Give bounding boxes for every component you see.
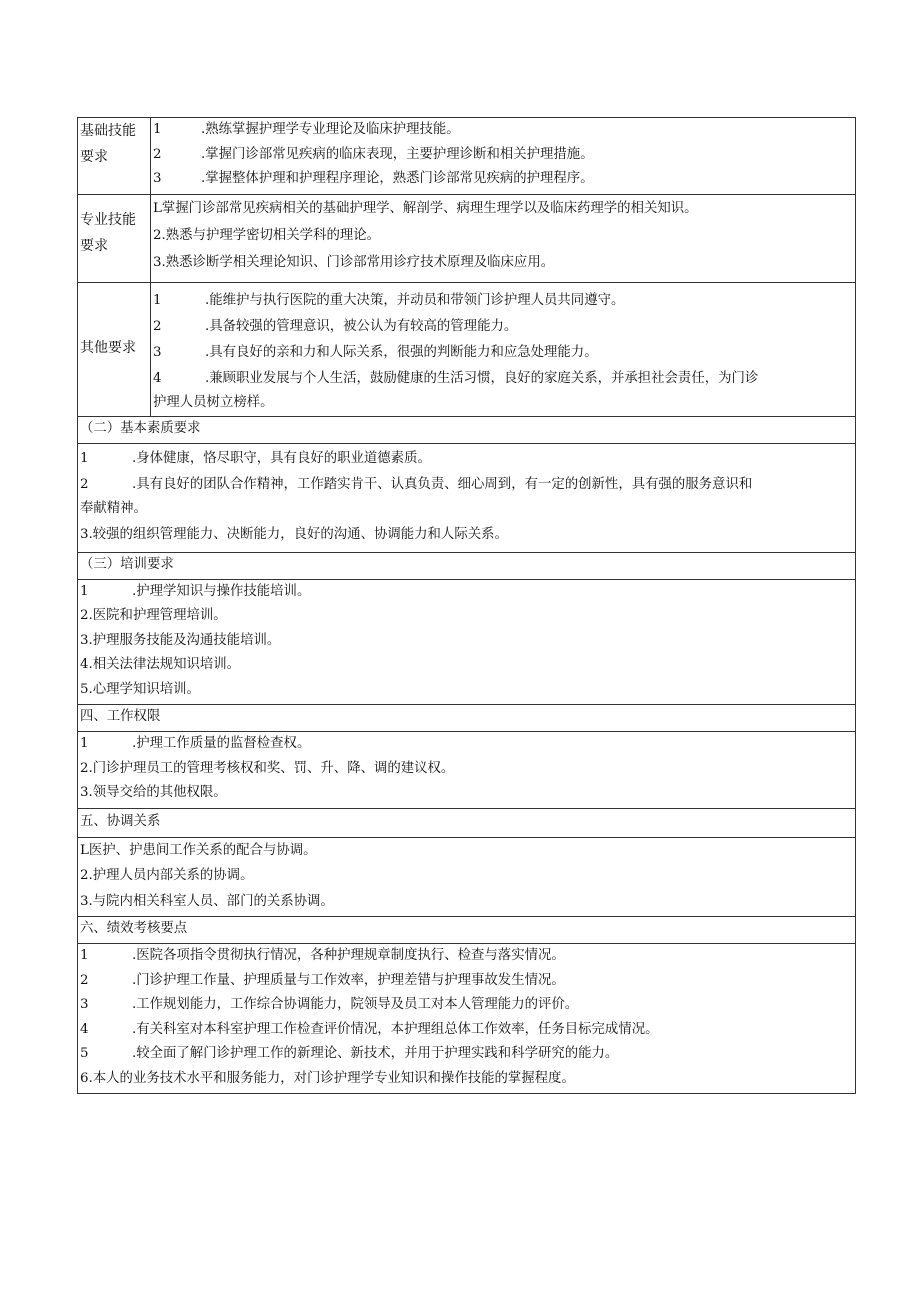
list-item: 护理人员树立榜样。 bbox=[153, 394, 274, 410]
authority-heading: 四、工作权限 bbox=[78, 705, 856, 732]
training-heading-row bbox=[78, 552, 856, 579]
training-heading: （三）培训要求 bbox=[78, 552, 856, 579]
list-item: 3 .工作规划能力，工作综合协调能力，院领导及员工对本人管理能力的评价。 bbox=[80, 997, 579, 1012]
list-item: 3. 较强的组织管理能力、决断能力，良好的沟通、协调能力和人际关系。 bbox=[80, 526, 508, 542]
quality-heading: （二）基本素质要求 bbox=[78, 416, 856, 443]
coordination-heading: 五、协调关系 bbox=[78, 808, 856, 837]
requirements-table bbox=[77, 117, 856, 1094]
list-item: 2 .具有良好的团队合作精神，工作踏实肯干、认真负责、细心周到，有一定的创新性，具有强的服务意识和 bbox=[80, 476, 753, 492]
list-item: 2 .门诊护理工作量、护理质量与工作效率，护理差错与护理事故发生情况。 bbox=[80, 972, 565, 988]
training-content bbox=[78, 579, 856, 705]
training-content-row bbox=[78, 579, 856, 705]
list-item: 1 .护理工作质量的监督检查权。 bbox=[80, 736, 311, 751]
list-item: L 掌握门诊部常见疾病相关的基础护理学、解剖学、病理生理学以及临床药理学的相关知识。 bbox=[153, 200, 698, 216]
list-item: 2. 医院和护理管理培训。 bbox=[80, 608, 227, 623]
quality-content bbox=[78, 443, 856, 552]
quality-content-row bbox=[78, 443, 856, 552]
coordination-content bbox=[78, 837, 856, 917]
list-item: 2. 熟悉与护理学密切相关学科的理论。 bbox=[153, 227, 381, 243]
list-item: 4. 相关法律法规知识培训。 bbox=[80, 657, 241, 672]
other-requirements-row bbox=[78, 282, 856, 416]
list-item: 3 .具有良好的亲和力和人际关系，很强的判断能力和应急处理能力。 bbox=[153, 344, 598, 360]
professional-skills-content bbox=[151, 194, 856, 282]
list-item: 5 .较全面了解门诊护理工作的新理论、新技术，并用于护理实践和科学研究的能力。 bbox=[80, 1046, 619, 1061]
list-item: 3. 熟悉诊断学相关理论知识、门诊部常用诊疗技术原理及临床应用。 bbox=[153, 254, 555, 270]
performance-content bbox=[78, 944, 856, 1094]
quality-heading-row bbox=[78, 416, 856, 443]
other-requirements-label: 其他要求 bbox=[78, 282, 151, 416]
list-item: 3 .掌握整体护理和护理程序理论，熟悉门诊部常见疾病的护理程序。 bbox=[153, 171, 594, 186]
list-item: 1 .能维护与执行医院的重大决策，并动员和带领门诊护理人员共同遵守。 bbox=[153, 292, 625, 308]
professional-skills-label: 专业技能要求 bbox=[78, 194, 151, 282]
list-item: 4 .兼顾职业发展与个人生活，鼓励健康的生活习惯，良好的家庭关系，并承担社会责任，为门诊 bbox=[153, 370, 759, 386]
list-item: 2 .掌握门诊部常见疾病的临床表现，主要护理诊断和相关护理措施。 bbox=[153, 146, 594, 162]
authority-heading-row bbox=[78, 705, 856, 732]
list-item: 6. 本人的业务技术水平和服务能力，对门诊护理学专业知识和操作技能的掌握程度。 bbox=[80, 1070, 575, 1086]
list-item: 4 .有关科室对本科室护理工作检查评价情况，本护理组总体工作效率，任务目标完成情况。 bbox=[80, 1021, 659, 1037]
list-item: 2. 门诊护理员工的管理考核权和奖、罚、升、降、调的建议权。 bbox=[80, 760, 455, 776]
list-item: L 医护、护患间工作关系的配合与协调。 bbox=[80, 842, 317, 858]
list-item: 2 .具备较强的管理意识，被公认为有较高的管理能力。 bbox=[153, 318, 518, 334]
basic-skills-content bbox=[151, 118, 856, 195]
performance-heading-row bbox=[78, 917, 856, 944]
list-item: 2. 护理人员内部关系的协调。 bbox=[80, 868, 254, 883]
list-item: 3. 与院内相关科室人员、部门的关系协调。 bbox=[80, 893, 334, 909]
other-requirements-content bbox=[151, 282, 856, 416]
authority-content-row bbox=[78, 732, 856, 809]
performance-content-row bbox=[78, 944, 856, 1094]
basic-skills-row bbox=[78, 118, 856, 195]
performance-heading: 六、绩效考核要点 bbox=[78, 917, 856, 944]
professional-skills-row bbox=[78, 194, 856, 282]
list-item: 1 .护理学知识与操作技能培训。 bbox=[80, 583, 311, 599]
list-item: 1 .身体健康，恪尽职守，具有良好的职业道德素质。 bbox=[80, 450, 431, 466]
list-item: 奉献精神。 bbox=[80, 500, 147, 516]
list-item: 1 .医院各项指令贯彻执行情况，各种护理规章制度执行、检查与落实情况。 bbox=[80, 948, 565, 963]
coordination-content-row bbox=[78, 837, 856, 917]
list-item: 5. 心理学知识培训。 bbox=[80, 681, 200, 697]
list-item: 1 .熟练掌握护理学专业理论及临床护理技能。 bbox=[153, 122, 460, 137]
list-item: 3. 护理服务技能及沟通技能培训。 bbox=[80, 632, 281, 648]
authority-content bbox=[78, 732, 856, 809]
basic-skills-label: 基础技能要求 bbox=[78, 118, 151, 195]
list-item: 3. 领导交给的其他权限。 bbox=[80, 785, 227, 800]
coordination-heading-row bbox=[78, 808, 856, 837]
